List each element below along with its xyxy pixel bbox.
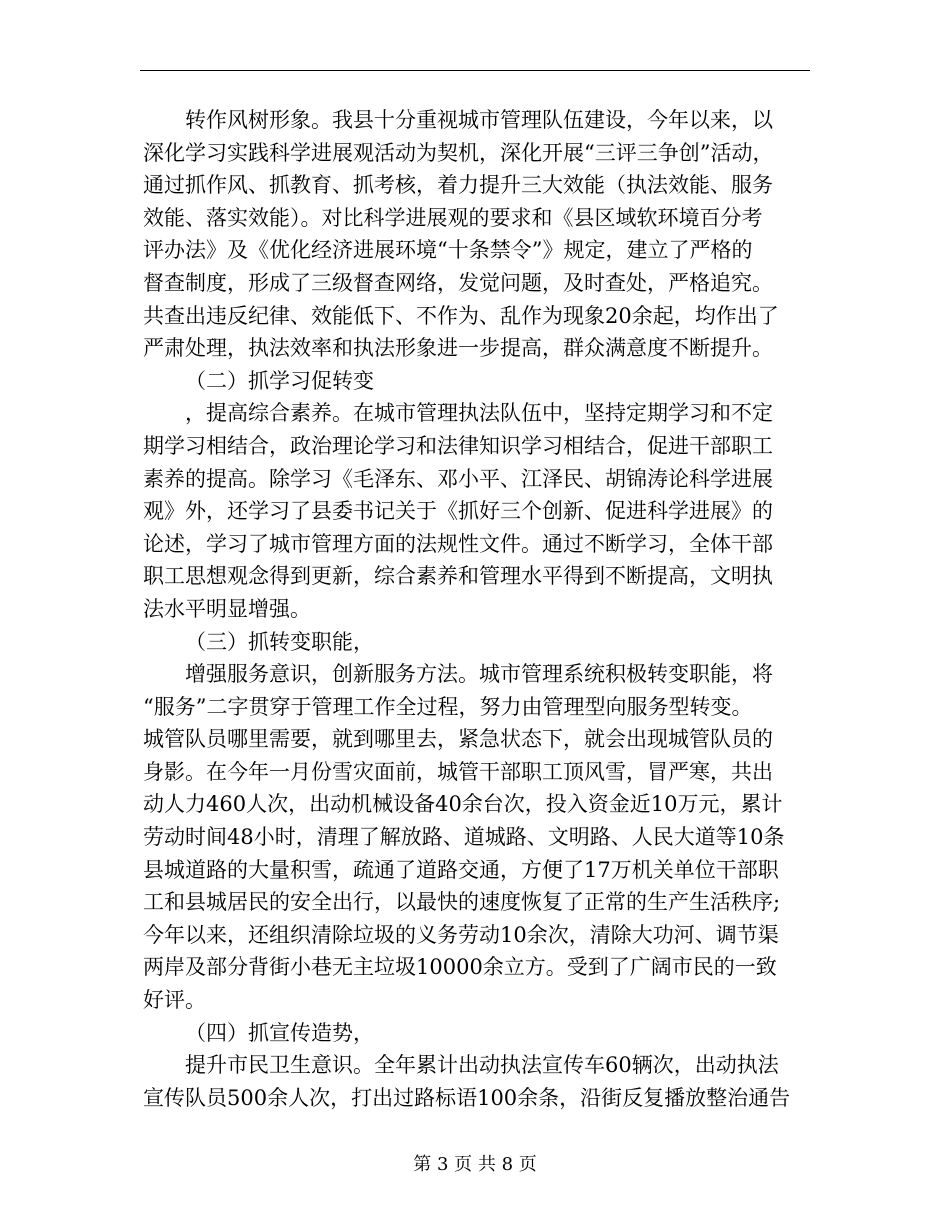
page-number-footer: 第 3 页 共 8 页 <box>413 1154 537 1175</box>
paragraph-line: 身影。在今年一月份雪灾面前，城管干部职工顶风雪，冒严寒，共出 <box>143 759 773 784</box>
paragraph-line: 转作风树形象。我县十分重视城市管理队伍建设，今年以来，以 <box>185 108 773 132</box>
paragraph-line: 素养的提高。除学习《毛泽东、邓小平、江泽民、胡锦涛论科学进展 <box>143 466 773 491</box>
section-heading: （二）抓学习促转变 <box>185 368 374 393</box>
paragraph-line: 两岸及部分背街小巷无主垃圾10000余立方。受到了广阔市民的一致 <box>143 955 777 980</box>
paragraph-line: 通过抓作风、抓教育、抓考核，着力提升三大效能（执法效能、服务 <box>143 173 773 198</box>
document-body <box>143 104 808 1114</box>
paragraph-line: 职工思想观念得到更新，综合素养和管理水平得到不断提高，文明执 <box>143 564 773 589</box>
paragraph-line: 共查出违反纪律、效能低下、不作为、乱作为现象20余起，均作出了 <box>143 303 779 328</box>
paragraph-line: 劳动时间48小时，清理了解放路、道城路、文明路、人民大道等10条 <box>143 825 785 850</box>
paragraph-line: 好评。 <box>143 988 206 1013</box>
paragraph-line: 深化学习实践科学进展观活动为契机，深化开展“三评三争创”活动， <box>143 140 774 165</box>
paragraph-line: 今年以来，还组织清除垃圾的义务劳动10余次，清除大功河、调节渠 <box>143 922 779 947</box>
paragraph-line: 期学习相结合，政治理论学习和法律知识学习相结合，促进干部职工 <box>143 433 773 458</box>
paragraph-line: 动人力460人次，出动机械设备40余台次，投入资金近10万元，累计 <box>143 792 783 817</box>
paragraph-line: ，提高综合素养。在城市管理执法队伍中，坚持定期学习和不定 <box>185 401 773 426</box>
paragraph-line: “服务”二字贯穿于管理工作全过程，努力由管理型向服务型转变。 <box>143 694 753 719</box>
paragraph-line: 评办法》及《优化经济进展环境“十条禁令”》规定，建立了严格的 <box>143 238 753 263</box>
paragraph-line: 增强服务意识，创新服务方法。城市管理系统积极转变职能，将 <box>185 662 773 687</box>
paragraph-line: 提升市民卫生意识。全年累计出动执法宣传车60辆次，出动执法 <box>185 1053 779 1078</box>
paragraph-line: 宣传队员500余人次，打出过路标语100余条，沿街反复播放整治通告 <box>143 1085 791 1110</box>
paragraph-line: 县城道路的大量积雪，疏通了道路交通，方便了17万机关单位干部职 <box>143 857 779 882</box>
paragraph-line: 法水平明显增强。 <box>143 596 311 621</box>
paragraph-line: 督查制度，形成了三级督查网络，发觉问题，及时查处，严格追究。 <box>143 270 773 295</box>
section-heading: （四）抓宣传造势， <box>185 1020 374 1045</box>
section-heading: （三）抓转变职能， <box>185 629 374 654</box>
paragraph-line: 城管队员哪里需要，就到哪里去，紧急状态下，就会出现城管队员的 <box>143 727 773 752</box>
paragraph-line: 观》外，还学习了县委书记关于《抓好三个创新、促进科学进展》的 <box>143 499 773 524</box>
header-rule <box>140 70 810 71</box>
paragraph-line: 严肃处理，执法效率和执法形象进一步提高，群众满意度不断提升。 <box>143 336 773 361</box>
paragraph-line: 效能、落实效能）。对比科学进展观的要求和《县区域软环境百分考 <box>143 205 763 230</box>
paragraph-line: 论述，学习了城市管理方面的法规性文件。通过不断学习，全体干部 <box>143 531 773 556</box>
paragraph-line: 工和县城居民的安全出行，以最快的速度恢复了正常的生产生活秩序; <box>143 890 781 915</box>
